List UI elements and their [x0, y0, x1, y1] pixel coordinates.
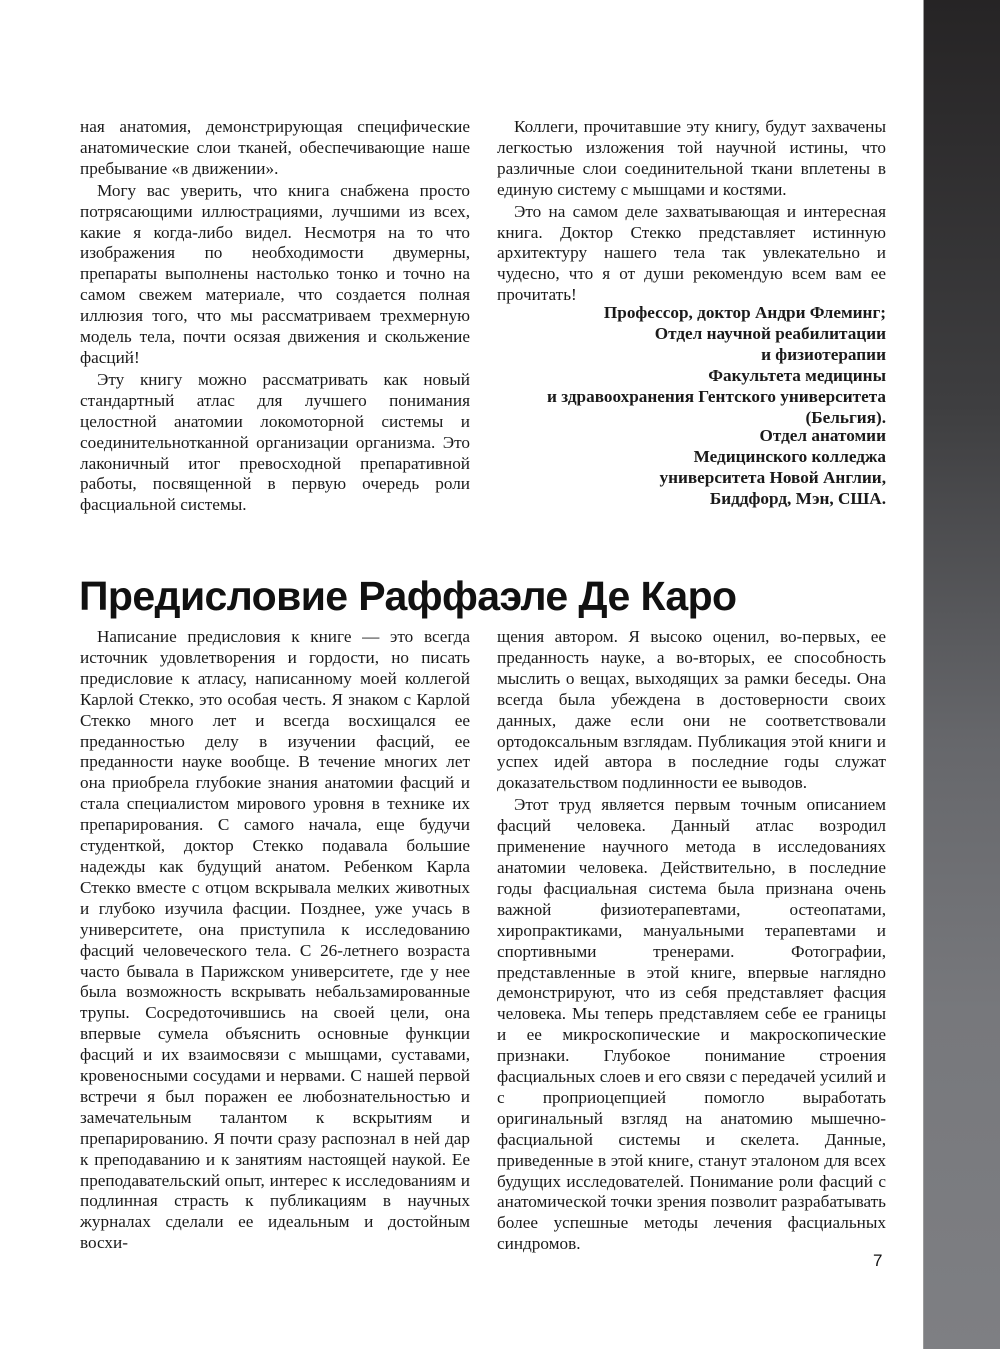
foreword1-left-column: [80, 117, 470, 516]
signature-line: Профессор, доктор Андри Флеминг;: [603, 303, 886, 322]
signature-block-affiliation: [497, 426, 886, 510]
paragraph: Этот труд является первым точным описанием фасций человека. Данный атлас возродил применение научного метода в исследованиях анатомии человека. Действительно, в последние годы фасциальная система была признана очень важной физиотерапевтами, остеопатами, хиропрактиками, мануальными терапевтами и спортивными тренерами. Фотографии, представленные в этой книге, впервые наглядно демонстрируют, что из себя представляет фасция человека. Мы теперь представляем себе ее границы и ее микроскопические и макроскопические признаки. Глубокое понимание строения фасциальных слоев и его связи с передачей усилий и с проприоцепцией помогло выработать оригинальный взгляд на анатомию мышечно-фасциальной системы и скелета. Данные, приведенные в этой книге, станут эталоном для всех будущих исследователей. Понимание роли фасций с анатомической точки зрения позволит разрабатывать более успешные методы лечения фасциальных синдромов.: [497, 795, 886, 1254]
paragraph: щения автором. Я высоко оценил, во-первых, ее преданность науке, а во-вторых, ее способность мыслить о вещах, выходящих за рамки беседы. Она всегда была убеждена в достоверности своих данных, даже если они не соответствовали ортодоксальным взглядам. Публикация этой книги и успех идей автора в последние годы служат доказательством подлинности ее выводов.: [497, 627, 886, 793]
foreword2-left-column: [80, 627, 470, 1254]
signature-line: Отдел научной реабилитации: [654, 323, 886, 343]
signature-line: и здравоохранения Гентского университета (Бельгия).: [547, 386, 886, 427]
signature-block-author: [497, 303, 886, 428]
section-heading: Предисловие Раффаэле Де Каро: [79, 573, 737, 619]
signature-line: Отдел анатомии: [759, 426, 886, 445]
signature-line: Факультета медицины: [708, 365, 886, 385]
paragraph: Могу вас уверить, что книга снабжена просто потрясающими иллюстрациями, лучшими из всех, какие я когда-либо видел. Несмотря на то что изображения по необходимости двумерны, препараты выполнены настолько тонко и точно на самом свежем материале, что создается полная иллюзия того, что мы рассматриваем трехмерную модель тела, почти осязая движения и скольжение фасций!: [80, 180, 470, 367]
signature-line: университета Новой Англии,: [659, 467, 886, 487]
paragraph: Написание предисловия к книге — это всегда источник удовлетворения и гордости, но писать предисловие к атласу, написанному моей коллегой Карлой Стекко, это особая честь. Я знаком с Карлой Стекко много лет и всегда восхищался ее преданностью делу в изучении фасций, ее преданности науке вообще. В течение многих лет она приобрела глубокие знания анатомии фасций и стала специалистом мирового уровня в технике их препарирования. С самого начала, еще будучи студенткой, доктор Стекко подавала большие надежды как будущий анатом. Ребенком Карла Стекко вместе с отцом вскрывала мелких животных и глубоко изучила фасции. Позднее, уже учась в университете, она приступила к исследованию фасций человеческого тела. С 26-летнего возраста часто бывала в Парижском университете, где у нее была возможность вскрывать небальзамированные трупы. Сосредоточившись на своей цели, она впервые сумела объяснить основные функции фасций и их взаимосвязи с мышцами, суставами, кровеносными сосудами и нервами. С нашей первой встречи я был поражен ее любознательностью и замечательным талантом к вскрытиям и препарированию. Я почти сразу распознал в ней дар к преподаванию и к занятиям настоящей наукой. Ее преподавательский опыт, интерес к исследованиям и подлинная страсть к публикациям в научных журналах сделали ее идеальным и достойным восхи-: [80, 627, 470, 1253]
paragraph: Эту книгу можно рассматривать как новый стандартный атлас для лучшего понимания целостной анатомии локомоторной системы и соединительнотканной организации организма. Это лаконичный итог превосходной препаративной работы, посвященной в первую очередь роли фасциальной системы.: [80, 369, 470, 515]
paragraph: Это на самом деле захватывающая и интересная книга. Доктор Стекко представляет истинную архитектуру нашего тела так увлекательно и чудесно, что я от души рекомендую всем вам ее прочитать!: [497, 201, 886, 305]
page-number: 7: [873, 1251, 883, 1270]
signature-line: и физиотерапии: [761, 344, 886, 364]
page-edge-sidebar: [923, 0, 1000, 1349]
signature-line: Медицинского колледжа: [693, 446, 886, 466]
foreword1-right-column: [497, 117, 886, 306]
paragraph: Коллеги, прочитавшие эту книгу, будут захвачены легкостью изложения той научной истины, что различные слои соединительной ткани вплетены в единую систему с мышцами и костями.: [497, 117, 886, 199]
signature-line: Биддфорд, Мэн, США.: [709, 488, 886, 508]
foreword2-right-column: [497, 627, 886, 1255]
paragraph: ная анатомия, демонстрирующая специфические анатомические слои тканей, обеспечивающие наше пребывание «в движении».: [80, 117, 470, 178]
